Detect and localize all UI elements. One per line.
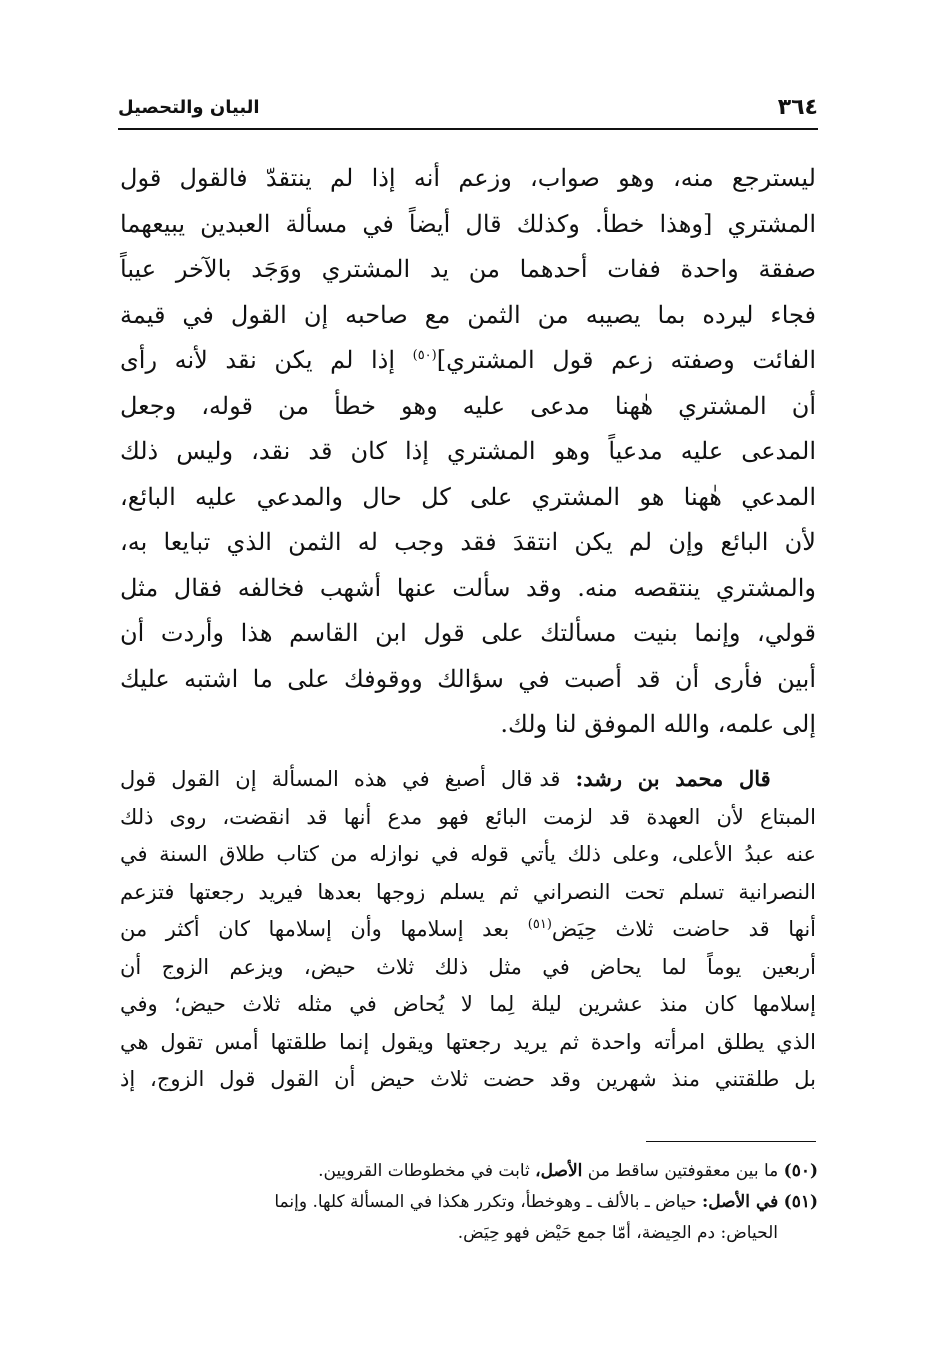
footnote-bold: في الأصل:	[702, 1192, 779, 1212]
page-header	[118, 93, 818, 127]
paragraph-2	[120, 760, 816, 1099]
footnote-text: ما بين معقوفتين ساقط من	[587, 1161, 779, 1181]
text-line: إلى علمه، والله الموفق لنا ولك.	[500, 710, 816, 738]
header-rule	[118, 128, 818, 130]
footnote-51-continuation: الحياض: دم الحِيضة، أمّا جمع حَيْض فهو حِيَض.	[457, 1223, 778, 1243]
page-number: ٣٦٤	[777, 95, 818, 120]
footnote-mark: (٥١)	[783, 1192, 818, 1212]
text-line: صفقة واحدة ففات أحدهما من يد المشتري ووَجَد بالآخر عيباً	[120, 255, 816, 283]
paragraph-lead: قال محمد بن رشد:	[575, 766, 771, 791]
text-line: إسلامها كان منذ عشرين ليلة لِما لا يُحاض في مثله ثلاث حيض؛ وفي	[120, 992, 816, 1016]
main-text	[120, 156, 816, 748]
text-line	[120, 911, 816, 949]
footnote-rule	[646, 1141, 816, 1142]
text-segment: قد قال أصبغ في هذه المسألة إن القول قول	[120, 767, 561, 791]
text-line: المدعى عليه مدعياً وهو المشتري إذا كان قد نقد، وليس ذلك	[120, 437, 816, 465]
footnote-ref-50: (٥٠)	[412, 348, 437, 363]
text-line	[120, 338, 816, 384]
text-line: المبتاع لأن العهدة قد لزمت البائع فهو مدع أنها قد انقضت، روى ذلك	[120, 804, 816, 829]
footnote-bold: الأصل،	[535, 1161, 583, 1181]
footnote-50	[120, 1156, 818, 1187]
text-line: أربعين يوماً لما يحاض في مثل ذلك ثلاث حيض، ويزعم الزوج أن	[120, 954, 816, 979]
text-line	[120, 760, 816, 799]
text-line: الذي يطلق امرأته واحدة ثم يريد رجعتها ويقول إنما طلقتها أمس تقول هي	[120, 1029, 816, 1054]
footnote-mark: (٥٠)	[783, 1161, 818, 1181]
text-line: عنه عبدُ الأعلى، وعلى ذلك يأتي قوله في نوازله من كتاب طلاق السنة في	[120, 842, 816, 866]
text-line: لأن البائع وإن لم يكن انتقدَ فقد وجب له الثمن الذي تبايعا به،	[120, 528, 816, 556]
text-line: فجاء ليرده بما يصيبه من الثمن مع صاحبه إن القول في قيمة	[120, 300, 816, 329]
footnote-ref-51: (٥١)	[527, 917, 552, 932]
footnotes	[120, 1156, 818, 1249]
text-line: قولي، وإنما بنيت مسألتك على قول ابن القاسم هذا وأردت أن	[120, 619, 816, 647]
text-line: ليسترجع منه، وهو صواب، وزعم أنه إذا لم ينتقدّ فالقول قول	[120, 164, 816, 192]
text-segment: بعد إسلامها وأن إسلامها كان أكثر من	[120, 917, 510, 941]
text-line: المشتري [وهذا خطأ. وكذلك قال أيضاً في مسألة العبدين يبيعهما	[120, 209, 816, 238]
text-line: أبين فأرى أن قد أصبت في سؤالك ووقوفك على ما اشتبه عليك	[120, 664, 816, 693]
text-segment: أنها قد حاضت ثلاث حِيَض	[551, 917, 816, 941]
text-line: والمشتري ينتقصه منه. وقد سألت عنها أشهب فخالفه فقال مثل	[120, 573, 816, 602]
running-title: البيان والتحصيل	[118, 97, 260, 118]
text-line: بل طلقتني منذ شهرين وقد حضت ثلاث حيض أن القول قول الزوج، إذ	[120, 1067, 816, 1091]
text-line: المدعي هٰهنا هو المشتري على كل حال والمدعي عليه البائع،	[120, 482, 816, 511]
text-segment: الفائت وصفته زعم قول المشتري]	[436, 346, 816, 374]
footnote-text: حياض ـ بالألف ـ وهوخطأ، وتكرر هكذا في المسألة كلها. وإنما	[274, 1192, 697, 1212]
text-line: النصرانية تسلم تحت النصراني ثم يسلم زوجها بعدها فيريد رجعتها فتزعم	[120, 879, 816, 904]
footnote-51	[120, 1187, 818, 1218]
text-line: أن المشتري هٰهنا مدعى عليه وهو خطأ من قوله، وجعل	[120, 391, 816, 420]
footnote-text: ثابت في مخطوطات القرويين.	[318, 1161, 530, 1181]
paragraph-1	[120, 156, 816, 748]
text-segment: إذا لم يكن نقد لأنه رأى	[120, 346, 396, 374]
